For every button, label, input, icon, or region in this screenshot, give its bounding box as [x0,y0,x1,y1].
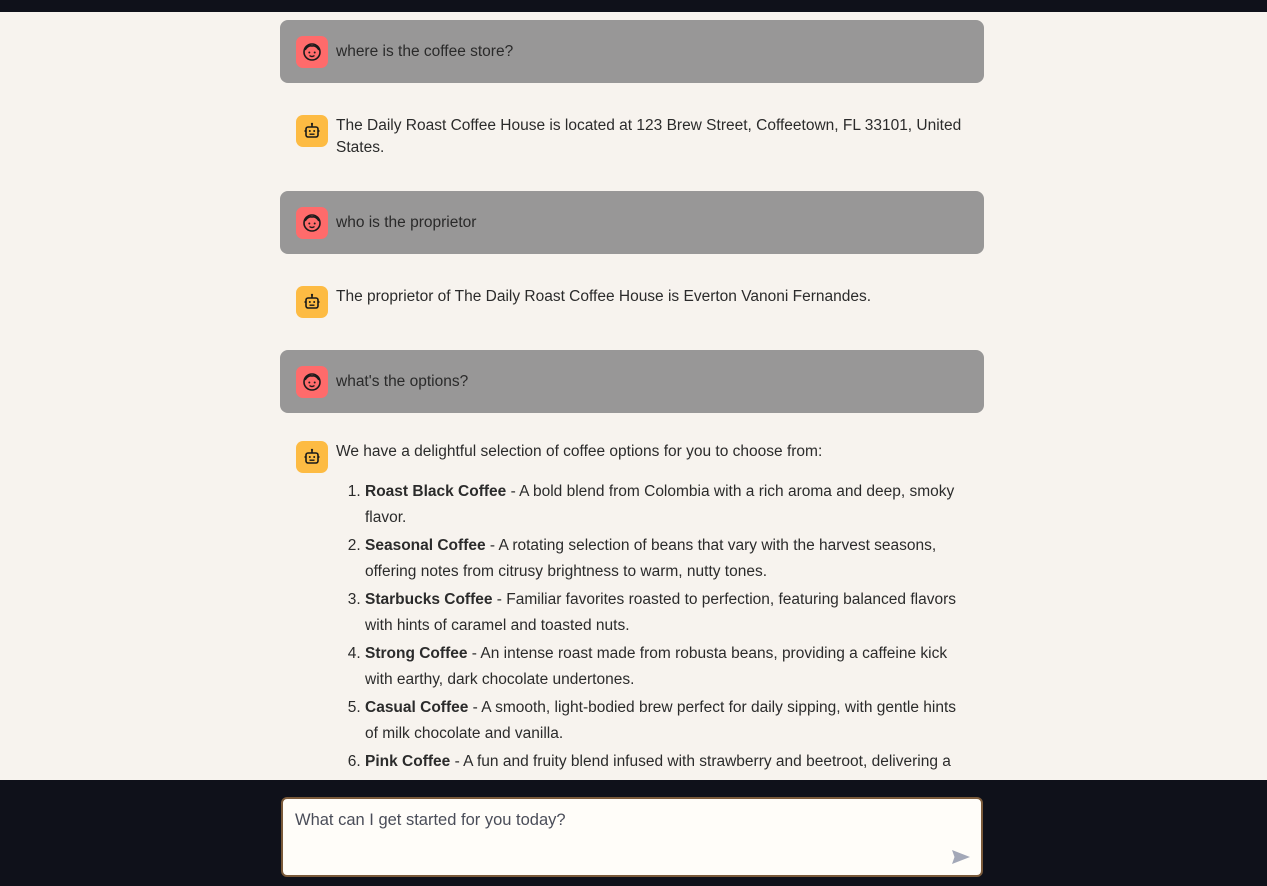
list-item [365,533,968,584]
message-text: The Daily Roast Coffee House is located at 123 Brew Street, Coffeetown, FL 33101, United States. [336,117,962,156]
user-message [280,191,984,254]
robot-icon [296,115,328,147]
option-name: Strong Coffee [365,645,468,662]
message-text: The proprietor of The Daily Roast Coffee House is Everton Vanoni Fernandes. [336,288,872,305]
message-text: where is the coffee store? [336,42,514,60]
assistant-message [280,270,984,334]
list-item [365,587,968,638]
chat-messages [280,20,984,819]
chat-input[interactable] [293,809,937,869]
option-description: - Familiar favorites roasted to perfection, featuring balanced flavors with hints of caramel and toasted nuts. [365,591,956,634]
message-text: what's the options? [336,372,469,390]
assistant-message [280,425,984,819]
list-item [365,479,968,530]
robot-icon [296,286,328,318]
send-arrow-icon [951,849,971,865]
option-name: Starbucks Coffee [365,591,493,608]
user-face-icon [296,366,328,398]
user-message [280,350,984,413]
message-body [336,441,968,803]
list-item [365,641,968,692]
option-description: - A smooth, light-bodied brew perfect for daily sipping, with gentle hints of milk chocolate and vanilla. [365,699,957,742]
message-text: who is the proprietor [336,213,477,231]
option-description: - An intense roast made from robusta beans, providing a caffeine kick with earthy, dark chocolate undertones. [365,645,948,688]
option-description: - A fun and fruity blend infused with strawberry and beetroot, delivering a [454,753,951,770]
robot-icon [296,441,328,473]
send-button[interactable] [949,847,973,867]
coffee-options-list [336,479,968,800]
option-name: Roast Black Coffee [365,483,507,500]
user-face-icon [296,207,328,239]
option-name: Casual Coffee [365,699,469,716]
option-name: Pink Coffee [365,753,451,770]
user-message [280,20,984,83]
chat-input-container [281,797,983,877]
assistant-message [280,99,984,175]
user-face-icon [296,36,328,68]
list-item [365,695,968,746]
option-description: - A bold blend from Colombia with a rich aroma and deep, smoky flavor. [365,483,955,526]
option-description: - A rotating selection of beans that vary with the harvest seasons, offering notes from citrusy brightness to warm, nutty tones. [365,537,937,580]
option-name: Seasonal Coffee [365,537,486,554]
top-header-bar [0,0,1267,12]
message-text: We have a delightful selection of coffee options for you to choose from: [336,443,823,460]
